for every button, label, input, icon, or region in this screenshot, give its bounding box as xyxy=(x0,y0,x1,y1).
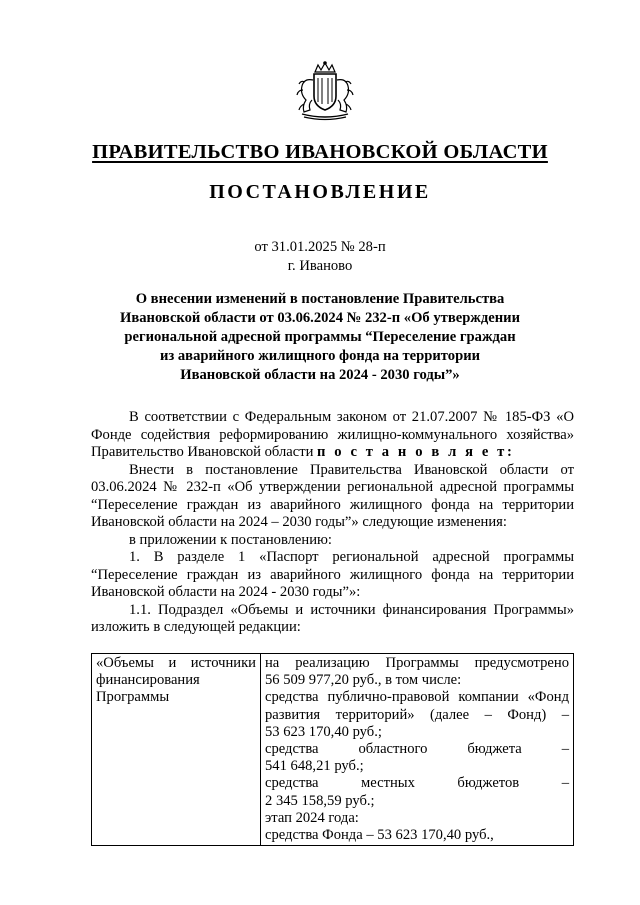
table-row xyxy=(92,654,574,846)
financing-line: 2 345 158,59 руб.; xyxy=(265,792,375,809)
paragraph-amend: Внести в постановление Правительства Ивановской области от 03.06.2024 № 232-п «Об утверждении региональной адресной программы “Переселение граждан из аварийного жилищного фонда на территории Ивановской области на 2024 – 2030 годы”» следующие изменения: xyxy=(91,461,574,530)
subject-line: О внесении изменений в постановление Правительства xyxy=(135,291,505,307)
paragraph-appendix: в приложении к постановлению: xyxy=(129,531,332,548)
financing-label-cell xyxy=(92,654,261,846)
document-subject xyxy=(110,290,530,385)
financing-line: средства местных бюджетов – xyxy=(265,775,569,792)
paragraph-section-1: 1. В разделе 1 «Паспорт региональной адресной программы “Переселение граждан из аварийного жилищного фонда на территории Ивановской области на 2024 - 2030 годы”»: xyxy=(91,549,574,600)
financing-line: на реализацию Программы предусмотрено xyxy=(265,655,569,671)
financing-line: этап 2024 года: xyxy=(265,809,359,826)
financing-value-cell xyxy=(261,654,574,846)
subject-line: региональной адресной программы “Переселение граждан xyxy=(124,329,516,345)
subject-line: Ивановской области от 03.06.2024 № 232-п «Об утверждении xyxy=(120,310,520,326)
financing-line: 541 648,21 руб.; xyxy=(265,758,364,775)
preamble-text: В соответствии с Федеральным законом от 21.07.2007 № 185-ФЗ «О Фонде содействия реформированию жилищно-коммунального хозяйства» Правительство Ивановской области xyxy=(91,409,574,460)
financing-label: «Объемы и источники финансирования Программы xyxy=(96,655,256,706)
coat-of-arms-emblem xyxy=(294,60,356,122)
document-city: г. Иваново xyxy=(287,258,353,274)
financing-line: 53 623 170,40 руб.; xyxy=(265,723,382,740)
resolves-keyword: п о с т а н о в л я е т: xyxy=(317,444,515,460)
subject-line: Ивановской области на 2024 - 2030 годы”» xyxy=(180,367,460,383)
financing-line: 56 509 977,20 руб., в том числе: xyxy=(265,672,462,689)
financing-line: средства публично-правовой компании «Фонд xyxy=(265,689,569,706)
financing-line: средства Фонда – 53 623 170,40 руб., xyxy=(265,827,494,844)
paragraph-subsection-1-1: 1.1. Подраздел «Объемы и источники финансирования Программы» изложить в следующей редакции: xyxy=(91,601,574,635)
document-date-number: от 31.01.2025 № 28-п xyxy=(254,239,386,255)
subject-line: из аварийного жилищного фонда на территории xyxy=(159,348,481,364)
financing-line: средства областного бюджета – xyxy=(265,741,569,758)
paragraph-preamble xyxy=(91,409,574,462)
document-type-title: ПОСТАНОВЛЕНИЕ xyxy=(209,181,431,203)
financing-line: развития территорий» (далее – Фонд) – xyxy=(265,706,569,723)
document-body xyxy=(91,409,574,637)
financing-table xyxy=(91,653,574,846)
organization-title: ПРАВИТЕЛЬСТВО ИВАНОВСКОЙ ОБЛАСТИ xyxy=(92,141,548,163)
